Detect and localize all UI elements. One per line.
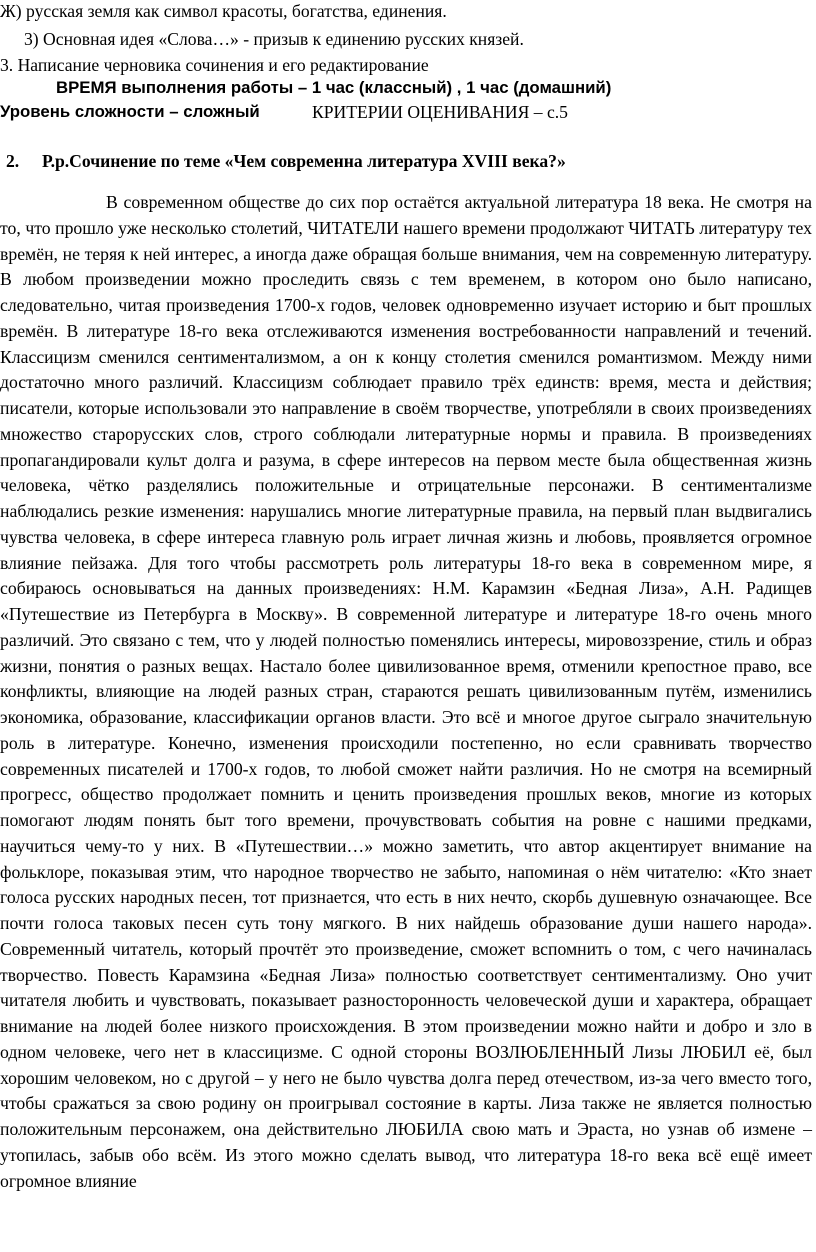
section-title: Р.р.Сочинение по теме «Чем современна литература XVIII века?»: [42, 151, 566, 171]
essay-paragraph: В современном обществе до сих пор остаётся актуальной литература 18 века. Не смотря на то, что прошло уже несколько столетий, ЧИТАТЕЛИ нашего времени продолжают ЧИТАТЬ литературу тех времён, не теряя к ней интерес, а иногда даже обращая больше внимания, чем на современную литературу. В любом произведении можно проследить связь с тем временем, в котором оно было написано, следовательно, читая произведения 1700-х годов, человек одновременно изучает историю и быт прошлых времён. В литературе 18-го века отслеживаются изменения востребованности направлений и течений. Классицизм сменился сентиментализмом, а он к концу столетия сменился романтизмом. Между ними достаточно много различий. Классицизм соблюдает правило трёх единств: время, места и действия; писатели, которые использовали это направление в своём творчестве, употребляли в своих произведениях множество старорусских слов, строго соблюдали литературные нормы и правила. В произведениях пропагандировали культ долга и разума, в сфере интересов на первом месте была общественная жизнь человека, чётко разделялись положительные и отрицательные персонажи. В сентиментализме наблюдались резкие изменения: нарушались многие литературные правила, на первый план выдвигались чувства человека, в сфере интереса главную роль играет личная жизнь и любовь, проявляется огромное влияние пейзажа. Для того чтобы рассмотреть роль литературы 18-го века в современном мире, я собираюсь основываться на данных произведениях: Н.М. Карамзин «Бедная Лиза», А.Н. Радищев «Путешествие из Петербурга в Москву». В современной литературе и литературе 18-го очень много различий. Это связано с тем, что у людей полностью поменялись интересы, мировоззрение, стиль и образ жизни, понятия о разных вещах. Настало более цивилизованное время, отменили крепостное право, все конфликты, влияющие на людей разных стран, стараются решать цивилизованным путём, изменились экономика, образование, классификации органов власти. Это всё и многое другое сыграло значительную роль в литературе. Конечно, изменения происходили постепенно, но если сравнивать творчество современных писателей и 1700-х годов, то любой сможет найти различия. Но не смотря на всемирный прогресс, общество продолжает помнить и ценить произведения прошлых веков, многие из которых помогают людям понять быт того времени, прочувствовать события на ровне с нашими предками, научиться чему-то у них. В «Путешествии…» можно заметить, что автор акцентирует внимание на фольклоре, показывая этим, что народное творчество не забыто, напоминая о нём читателю: «Кто знает голоса русских народных песен, тот признается, что есть в них нечто, скорбь душевную означающее. Все почти голоса таковых песен суть тону мягкого. В них найдешь образование души нашего народа». Современный читатель, который прочтёт это произведение, сможет вспомнить о том, с чего начиналась творчество. Повесть Карамзина «Бедная Лиза» полностью соответствует сентиментализму. Оно учит читателя любить и чувствовать, показывает разносторонность человеческой души и характера, обращает внимание на людей более низкого происхождения. В этом произведении можно найти и добро и зло в одном человеке, чего нет в классицизме. С одной стороны ВОЗЛЮБЛЕННЫЙ Лизы ЛЮБИЛ её, был хорошим человеком, но с другой – у него не было чувства долга перед отечеством, из-за чего вместо того, чтобы сражаться за свою родину он проигрывал состояние в карты. Лиза также не является полностью положительным персонажем, она действительно ЛЮБИЛА свою мать и Эраста, но узнав об измене – утопилась, забыв обо всём. Из этого можно сделать вывод, что литература 18-го века всё ещё имеет огромное влияние: [0, 192, 812, 1191]
time-line: ВРЕМЯ выполнения работы – 1 час (классный) , 1 час (домашний): [56, 78, 612, 97]
section-heading: [6, 150, 566, 172]
difficulty-label: Уровень сложности – сложный: [0, 102, 260, 121]
list-item-zh: Ж) русская земля как символ красоты, богатства, единения.: [0, 1, 447, 21]
section-number: 2.: [6, 151, 20, 171]
list-item-3-main-idea: 3) Основная идея «Слова…» - призыв к единению русских князей.: [24, 29, 524, 49]
step-3-draft: 3. Написание черновика сочинения и его редактирование: [0, 55, 429, 75]
criteria-label: КРИТЕРИИ ОЦЕНИВАНИЯ – с.5: [312, 102, 568, 122]
